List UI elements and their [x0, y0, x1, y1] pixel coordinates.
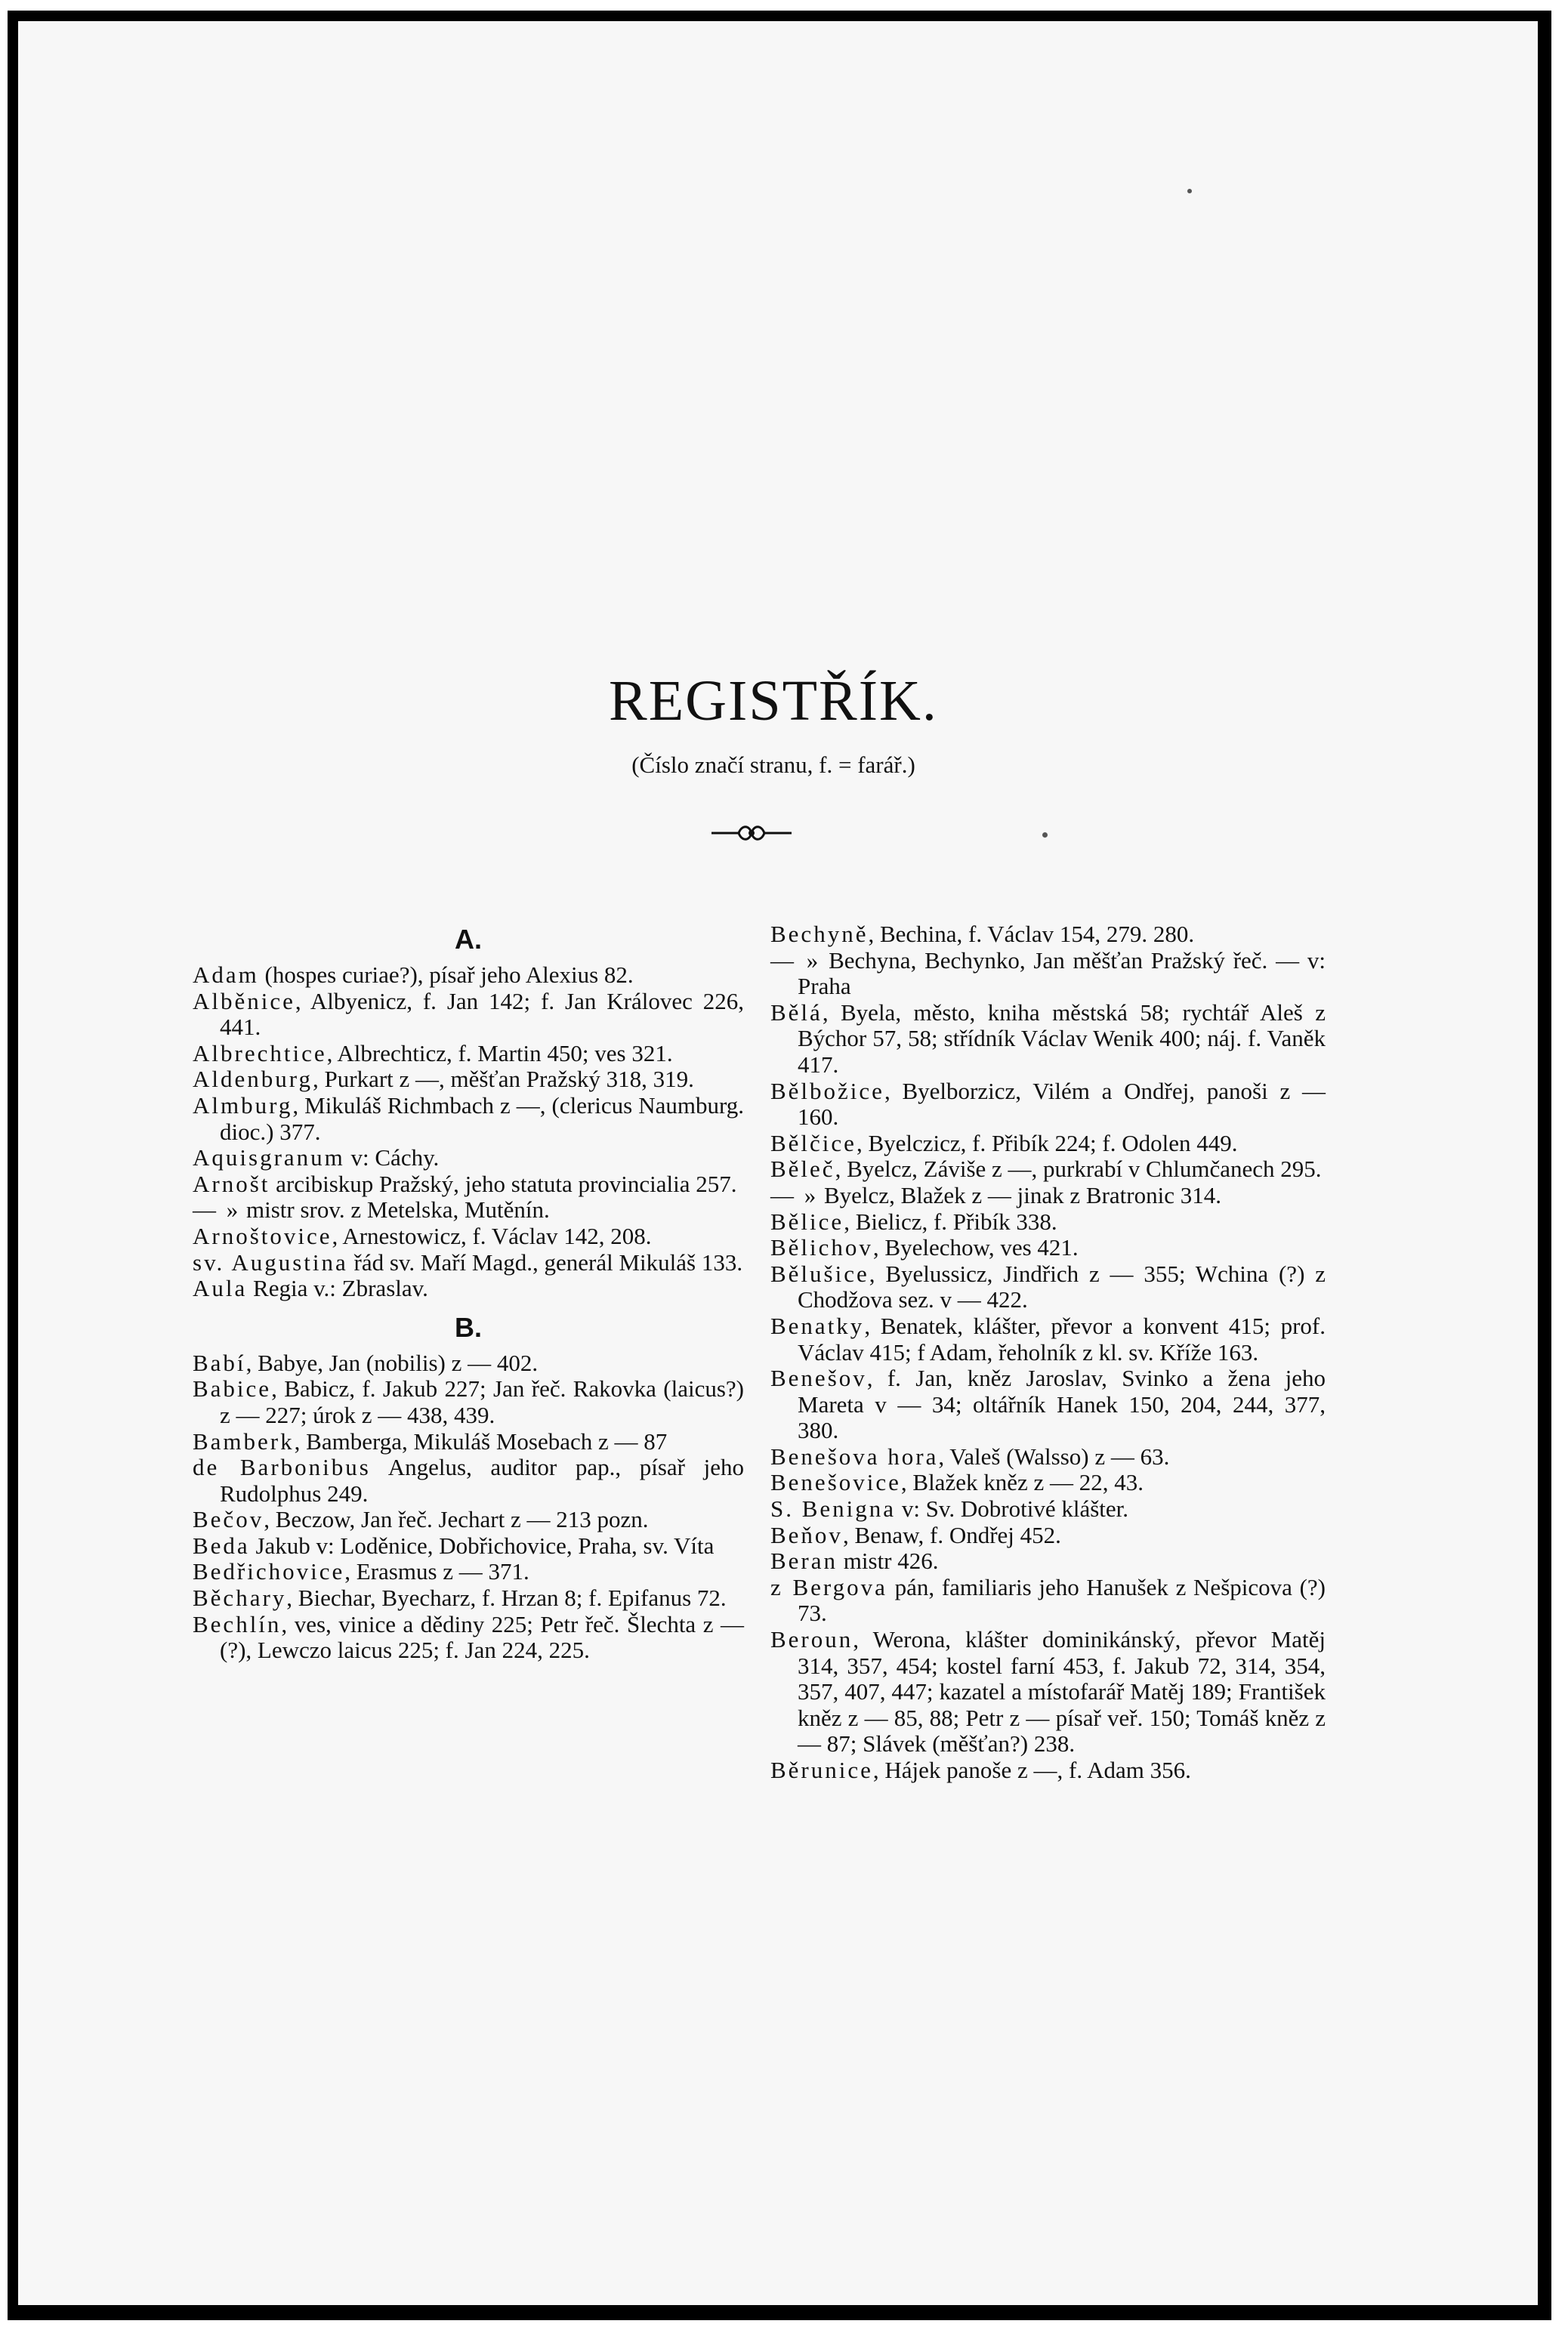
- entry-text: , Mikuláš Richmbach z —, (clericus Naumburg. dioc.) 377.: [220, 1091, 744, 1145]
- index-entry: [770, 1575, 1326, 1627]
- entry-headword: Benatky: [770, 1312, 865, 1339]
- entry-text: , Albrechticz, f. Martin 450; ves 321.: [326, 1039, 673, 1066]
- entry-text: , Byelborzicz, Vilém a Ondřej, panoši z — 160.: [798, 1077, 1326, 1131]
- speck: [1187, 189, 1192, 193]
- entry-text: Bechyna, Bechynko, Jan měšťan Pražský řeč. — v: Praha: [798, 946, 1326, 1000]
- index-entry: [193, 1507, 744, 1533]
- entry-text: , Byelussicz, Jindřich z — 355; Wchina (?) z Chodžova sez. v — 422.: [798, 1260, 1326, 1313]
- entry-headword: — »: [770, 946, 821, 974]
- entry-text: v: Cáchy.: [344, 1144, 440, 1171]
- entry-text: , Bielicz, f. Přibík 338.: [844, 1208, 1057, 1235]
- entry-text: , Arnestowicz, f. Václav 142, 208.: [332, 1222, 652, 1249]
- section-heading-a: A.: [455, 924, 482, 955]
- index-entry: [770, 1183, 1326, 1209]
- index-entry: [770, 1627, 1326, 1758]
- speck: [1042, 832, 1048, 838]
- entry-text: řád sv. Maří Magd., generál Mikuláš 133.: [347, 1248, 743, 1276]
- entry-text: , Byelcz, Záviše z —, purkrabí v Chlumčanech 295.: [835, 1156, 1322, 1183]
- index-list-b-right: [770, 921, 1326, 1784]
- index-entry: [770, 1131, 1326, 1157]
- entry-headword: Běchary: [193, 1585, 287, 1612]
- index-entry: [770, 1156, 1326, 1183]
- entry-headword: Albrechtice: [193, 1039, 327, 1066]
- entry-text: , Hájek panoše z —, f. Adam 356.: [872, 1757, 1191, 1783]
- entry-text: , Benaw, f. Ondřej 452.: [842, 1521, 1061, 1548]
- entry-headword: Beda: [193, 1532, 250, 1559]
- index-entry: [770, 1261, 1326, 1313]
- index-entry: [770, 1000, 1326, 1079]
- index-entry: [770, 1758, 1326, 1784]
- entry-text: , Byelczicz, f. Přibík 224; f. Odolen 449.: [856, 1129, 1238, 1156]
- index-entry: [193, 1350, 744, 1377]
- page-title: REGISTŘÍK.: [609, 669, 938, 733]
- entry-headword: Adam: [193, 961, 259, 988]
- entry-text: , Byelechow, ves 421.: [872, 1234, 1079, 1261]
- entry-headword: Bělá: [770, 998, 823, 1026]
- entry-text: , Biechar, Byecharz, f. Hrzan 8; f. Epifanus 72.: [286, 1585, 727, 1612]
- index-entry: [770, 1366, 1326, 1444]
- entry-headword: Bechlín: [193, 1610, 282, 1637]
- entry-headword: Beňov: [770, 1521, 843, 1548]
- entry-headword: Aquisgranum: [193, 1144, 345, 1171]
- entry-headword: Bedřichovice: [193, 1558, 345, 1585]
- entry-text: pán, familiaris jeho Hanušek z Nešpicova (?) 73.: [798, 1573, 1326, 1627]
- index-entry: [193, 1276, 744, 1302]
- entry-text: , Babicz, f. Jakub 227; Jan řeč. Rakovka (laicus?) z — 227; úrok z — 438, 439.: [220, 1375, 744, 1428]
- entry-headword: z Bergova: [770, 1573, 887, 1600]
- index-entry: [193, 1559, 744, 1585]
- entry-headword: Aldenburg: [193, 1066, 313, 1093]
- index-column-left: [193, 921, 744, 1664]
- entry-headword: Babí: [193, 1349, 246, 1376]
- entry-headword: Alběnice: [193, 987, 295, 1014]
- entry-headword: Běleč: [770, 1156, 835, 1183]
- entry-text: , Babye, Jan (nobilis) z — 402.: [245, 1349, 539, 1376]
- entry-text: , Beczow, Jan řeč. Jechart z — 213 pozn.: [264, 1506, 649, 1533]
- index-entry: [193, 1429, 744, 1455]
- entry-headword: Arnoštovice: [193, 1222, 332, 1249]
- entry-headword: Bělušice: [770, 1260, 869, 1287]
- index-list-a: [193, 962, 744, 1302]
- entry-text: mistr srov. z Metelska, Mutěnín.: [240, 1196, 550, 1224]
- index-entry: [193, 1376, 744, 1428]
- entry-text: , Benatek, klášter, převor a konvent 415; prof. Václav 415; f Adam, řeholník z kl. sv. Kříže 163.: [798, 1312, 1326, 1366]
- index-entry: [193, 1197, 744, 1224]
- entry-headword: Benešov: [770, 1365, 867, 1392]
- entry-text: v: Sv. Dobrotivé klášter.: [896, 1495, 1129, 1523]
- entry-headword: Bamberk: [193, 1427, 295, 1455]
- index-entry: [770, 1235, 1326, 1261]
- entry-headword: — »: [193, 1196, 241, 1224]
- entry-headword: S. Benigna: [770, 1495, 897, 1523]
- index-list-b-left: [193, 1350, 744, 1664]
- entry-text: Regia v.: Zbraslav.: [247, 1275, 428, 1302]
- entry-headword: Beroun: [770, 1626, 853, 1653]
- entry-text: , Purkart z —, měšťan Pražský 318, 319.: [313, 1066, 694, 1093]
- index-entry: [193, 1093, 744, 1145]
- index-entry: [193, 1041, 744, 1067]
- entry-headword: Běrunice: [770, 1757, 873, 1783]
- entry-text: arcibiskup Pražský, jeho statuta provincialia 257.: [270, 1170, 737, 1197]
- entry-text: , f. Jan, kněz Jaroslav, Svinko a žena jeho Mareta v — 34; oltářník Hanek 150, 204, 244, 377, 380.: [798, 1365, 1326, 1444]
- index-entry: [193, 1612, 744, 1664]
- entry-text: Byelcz, Blažek z — jinak z Bratronic 314.: [818, 1181, 1221, 1208]
- index-entry: [193, 1066, 744, 1093]
- index-entry: [770, 1313, 1326, 1366]
- entry-text: , Valeš (Walsso) z — 63.: [938, 1443, 1170, 1470]
- entry-text: , Albyenicz, f. Jan 142; f. Jan Královec 226, 441.: [220, 987, 744, 1041]
- page-subtitle: (Číslo značí stranu, f. = farář.): [631, 751, 915, 778]
- entry-headword: Babice: [193, 1375, 272, 1403]
- section-heading-b: B.: [455, 1311, 482, 1343]
- index-entry: [193, 1171, 744, 1198]
- index-entry: [193, 989, 744, 1041]
- entry-text: , ves, vinice a dědiny 225; Petr řeč. Šlechta z — (?), Lewczo laicus 225; f. Jan 224, 225.: [220, 1610, 744, 1664]
- entry-headword: Bělbožice: [770, 1077, 884, 1104]
- index-entry: [770, 1079, 1326, 1131]
- index-entry: [770, 1496, 1326, 1523]
- ornament-divider-icon: [710, 814, 793, 852]
- index-entry: [770, 921, 1326, 948]
- entry-headword: Almburg: [193, 1091, 293, 1119]
- index-entry: [770, 948, 1326, 1000]
- index-entry: [193, 1145, 744, 1171]
- entry-headword: sv. Augustina: [193, 1248, 348, 1276]
- entry-text: (hospes curiae?), písař jeho Alexius 82.: [258, 961, 634, 988]
- index-entry: [193, 1224, 744, 1250]
- index-entry: [770, 1523, 1326, 1549]
- index-entry: [770, 1470, 1326, 1496]
- entry-headword: — »: [770, 1181, 819, 1208]
- index-entry: [193, 1455, 744, 1507]
- index-entry: [193, 962, 744, 989]
- entry-text: Jakub v: Loděnice, Dobřichovice, Praha, sv. Víta: [249, 1532, 715, 1559]
- entry-text: , Byela, město, kniha městská 58; rychtář Aleš z Býchor 57, 58; střídník Václav Wenik 400; náj. f. Vaněk 417.: [798, 998, 1326, 1078]
- entry-headword: Bělčice: [770, 1129, 857, 1156]
- entry-text: mistr 426.: [838, 1548, 939, 1575]
- index-entry: [193, 1250, 744, 1276]
- index-entry: [770, 1444, 1326, 1471]
- entry-headword: Aula: [193, 1275, 248, 1302]
- entry-text: , Werona, klášter dominikánský, převor Matěj 314, 357, 454; kostel farní 453, f. Jakub 72, 314, 354, 357, 407, 447; kazatel a místofarář Matěj 189; František kněz z — 85, 88; Petr z — písař veř. 150; Tomáš kněz z — 87; Slávek (měšťan?) 238.: [798, 1626, 1326, 1758]
- entry-headword: de Barbonibus: [193, 1454, 371, 1481]
- index-entry: [193, 1533, 744, 1560]
- index-column-right: [770, 921, 1326, 1784]
- entry-headword: Benešovice: [770, 1469, 901, 1496]
- index-entry: [770, 1209, 1326, 1236]
- entry-text: , Bamberga, Mikuláš Mosebach z — 87: [294, 1427, 668, 1455]
- entry-headword: Bělichov: [770, 1234, 873, 1261]
- entry-headword: Benešova hora: [770, 1443, 939, 1470]
- entry-text: , Erasmus z — 371.: [344, 1558, 529, 1585]
- entry-headword: Arnošt: [193, 1170, 270, 1197]
- index-entry: [193, 1585, 744, 1612]
- index-entry: [770, 1548, 1326, 1575]
- entry-headword: Bělice: [770, 1208, 844, 1235]
- entry-headword: Beran: [770, 1548, 838, 1575]
- entry-text: Angelus, auditor pap., písař jeho Rudolphus 249.: [220, 1454, 745, 1507]
- entry-headword: Bechyně: [770, 921, 869, 947]
- entry-headword: Bečov: [193, 1506, 264, 1533]
- entry-text: , Blažek kněz z — 22, 43.: [900, 1469, 1144, 1496]
- entry-text: , Bechina, f. Václav 154, 279. 280.: [868, 921, 1195, 947]
